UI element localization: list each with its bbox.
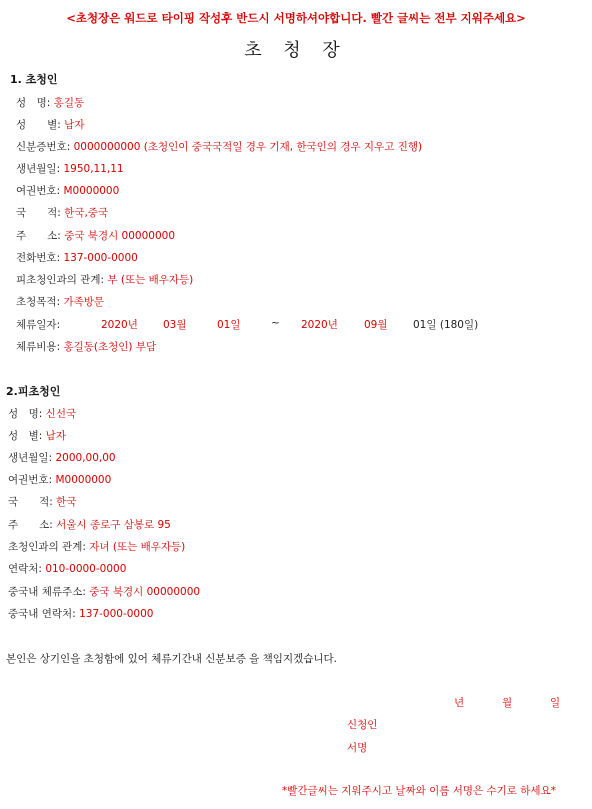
inviter-nationality-label: 국 적: bbox=[16, 207, 61, 219]
invitee-name-label: 성 명: bbox=[8, 408, 43, 420]
section-heading-inviter: 1. 초청인 bbox=[10, 73, 58, 86]
inviter-relation-value: 부 (또는 배우자등) bbox=[107, 274, 194, 286]
stay-to-year: 2020년 bbox=[301, 319, 338, 331]
invitee-contact-label: 연락처: bbox=[8, 563, 42, 575]
stay-from-year: 2020년 bbox=[101, 319, 138, 331]
inviter-nationality-value: 한국,중국 bbox=[64, 207, 109, 219]
inviter-name-value: 홍길동 bbox=[53, 97, 85, 109]
section-heading-invitee: 2.피초청인 bbox=[6, 385, 61, 398]
inviter-name-row bbox=[16, 95, 84, 110]
stay-to-day: 01일 (180일) bbox=[413, 319, 479, 331]
inviter-stay-label: 체류일자: bbox=[16, 319, 61, 331]
inviter-relation-row bbox=[16, 272, 193, 287]
invitee-china-contact-value: 137-000-0000 bbox=[79, 608, 154, 620]
inviter-gender-label: 성 별: bbox=[16, 119, 61, 131]
inviter-nationality-row bbox=[16, 205, 108, 220]
stay-tilde: ~ bbox=[271, 317, 280, 329]
inviter-purpose-row bbox=[16, 294, 104, 309]
invitee-address-value: 서울시 종로구 삼봉로 95 bbox=[56, 519, 171, 531]
signature-label: 서명 bbox=[347, 742, 368, 754]
inviter-birth-row bbox=[16, 161, 124, 176]
invitee-contact-value: 010-0000-0000 bbox=[45, 563, 127, 575]
inviter-purpose-label: 초청목적: bbox=[16, 296, 61, 308]
invitee-address-label: 주 소: bbox=[8, 519, 53, 531]
inviter-passport-label: 여권번호: bbox=[16, 185, 61, 197]
invitee-passport-value: M0000000 bbox=[55, 474, 112, 486]
inviter-birth-value: 1950,11,11 bbox=[63, 163, 124, 175]
invitee-china-contact-row bbox=[8, 606, 153, 621]
invitee-nationality-label: 국 적: bbox=[8, 496, 53, 508]
stay-from-day: 01일 bbox=[217, 319, 241, 331]
inviter-phone-value: 137-000-0000 bbox=[63, 252, 138, 264]
inviter-address-row bbox=[16, 228, 175, 243]
invitee-address-row bbox=[8, 517, 171, 532]
inviter-phone-label: 전화번호: bbox=[16, 252, 61, 264]
inviter-cost-label: 체류비용: bbox=[16, 341, 61, 353]
invitee-birth-value: 2000,00,00 bbox=[55, 452, 116, 464]
invitee-nationality-value: 한국 bbox=[56, 496, 77, 508]
invitee-china-address-row bbox=[8, 584, 200, 599]
invitee-nationality-row bbox=[8, 494, 76, 509]
inviter-gender-row bbox=[16, 117, 84, 132]
page-title: 초 청 장 bbox=[244, 40, 348, 61]
guarantee-statement: 본인은 상기인을 초청함에 있어 체류기간내 신분보증 을 책임지겠습니다. bbox=[6, 653, 337, 665]
inviter-address-value: 중국 북경시 00000000 bbox=[64, 230, 176, 242]
stay-to-month: 09월 bbox=[364, 319, 388, 331]
invitee-passport-label: 여권번호: bbox=[8, 474, 53, 486]
red-notice: <초청장은 워드로 타이핑 작성후 반드시 서명하셔야합니다. 빨간 글씨는 전부 지워주세요> bbox=[66, 11, 526, 25]
invitee-gender-label: 성 별: bbox=[8, 430, 43, 442]
inviter-address-label: 주 소: bbox=[16, 230, 61, 242]
year-marker: 년 bbox=[454, 697, 465, 709]
invitee-relation-row bbox=[8, 539, 185, 554]
applicant-label: 신청인 bbox=[347, 719, 378, 731]
invitee-name-row bbox=[8, 406, 76, 421]
inviter-id-row bbox=[16, 139, 422, 154]
invitee-relation-label: 초청인과의 관계: bbox=[8, 541, 86, 553]
footer-note: *빨간글씨는 지워주시고 날짜와 이름 서명은 수기로 하세요* bbox=[282, 785, 556, 797]
invitee-passport-row bbox=[8, 472, 111, 487]
inviter-phone-row bbox=[16, 250, 138, 265]
invitee-contact-row bbox=[8, 561, 126, 576]
inviter-passport-row bbox=[16, 183, 119, 198]
day-marker: 일 bbox=[550, 697, 561, 709]
inviter-id-value: 0000000000 (초청인이 중국국적일 경우 기재, 한국인의 경우 지우고 진행) bbox=[73, 141, 423, 153]
invitee-china-address-value: 중국 북경시 00000000 bbox=[89, 586, 201, 598]
invitee-china-contact-label: 중국내 연락처: bbox=[8, 608, 76, 620]
inviter-cost-value: 홍길동(초청인) 부담 bbox=[63, 341, 157, 353]
month-marker: 월 bbox=[502, 697, 513, 709]
invitee-birth-row bbox=[8, 450, 116, 465]
inviter-gender-value: 남자 bbox=[64, 119, 85, 131]
invitee-name-value: 신선국 bbox=[45, 408, 77, 420]
inviter-purpose-value: 가족방문 bbox=[63, 296, 105, 308]
invitee-gender-row bbox=[8, 428, 66, 443]
inviter-relation-label: 피초청인과의 관계: bbox=[16, 274, 105, 286]
inviter-birth-label: 생년월일: bbox=[16, 163, 61, 175]
inviter-cost-row bbox=[16, 339, 156, 354]
inviter-id-label: 신분증번호: bbox=[16, 141, 71, 153]
invitee-relation-value: 자녀 (또는 배우자등) bbox=[89, 541, 186, 553]
inviter-name-label: 성 명: bbox=[16, 97, 51, 109]
invitee-birth-label: 생년월일: bbox=[8, 452, 53, 464]
invitee-gender-value: 남자 bbox=[45, 430, 66, 442]
inviter-passport-value: M0000000 bbox=[63, 185, 120, 197]
invitee-china-address-label: 중국내 체류주소: bbox=[8, 586, 86, 598]
stay-from-month: 03월 bbox=[163, 319, 187, 331]
